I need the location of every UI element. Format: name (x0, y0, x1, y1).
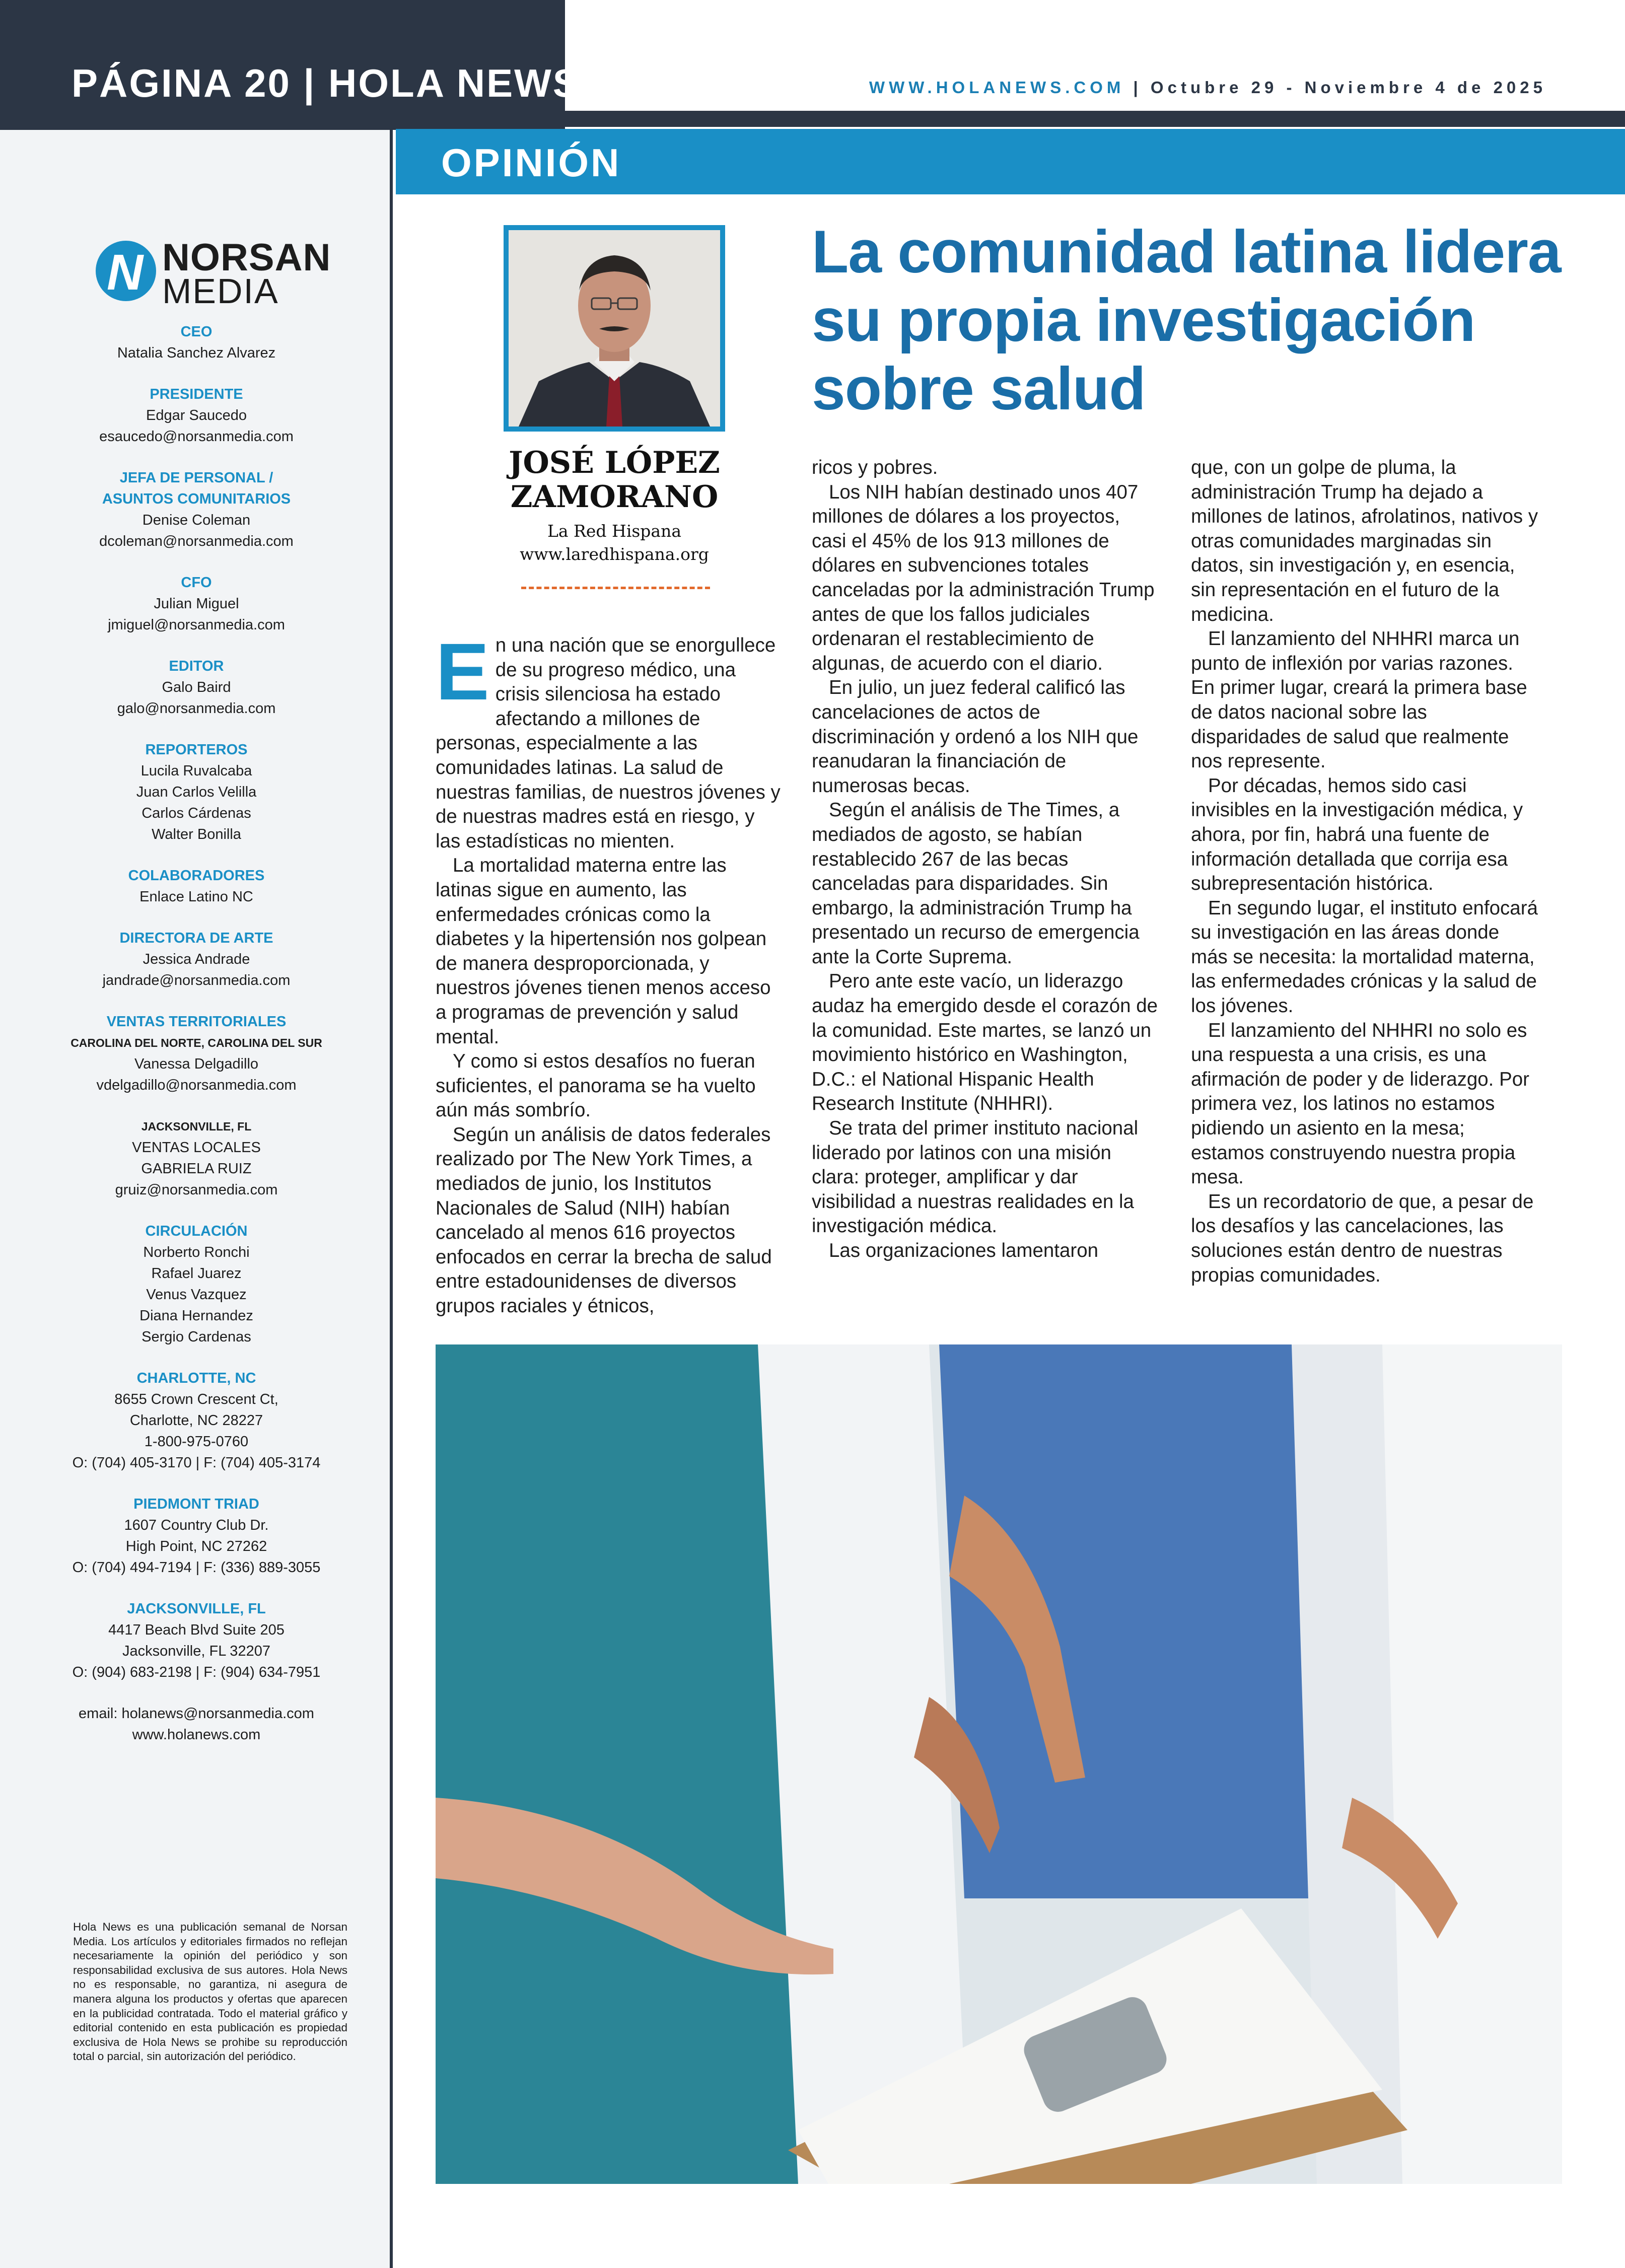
staff-line: O: (904) 683-2198 | F: (904) 634-7951 (72, 1664, 321, 1680)
staff-role: COLABORADORES (128, 868, 265, 884)
staff-role: VENTAS TERRITORIALES (106, 1014, 287, 1030)
staff-line: Julian Miguel (154, 596, 239, 612)
staff-role: CEO (180, 324, 213, 340)
staff-line: 4417 Beach Blvd Suite 205 (108, 1622, 285, 1638)
header-block (0, 0, 581, 130)
site-date-line (869, 78, 1546, 97)
staff-line: Natalia Sanchez Alvarez (117, 345, 276, 361)
staff-line: Norberto Ronchi (143, 1244, 250, 1260)
norsan-media-logo (96, 236, 331, 311)
staff-role: CFO (181, 575, 212, 591)
staff-line: Galo Baird (162, 679, 231, 695)
logo-line1: NORSAN (162, 236, 331, 279)
staff-line: Jacksonville, FL 32207 (122, 1643, 270, 1659)
article-paragraph: En julio, un juez federal calificó las cancelaciones de actos de discriminación y ordenó a los NIH que reanudaran la financiación de numerosas becas. (812, 677, 1139, 797)
masthead-sidebar (0, 130, 393, 2268)
author-portrait-image (509, 230, 720, 427)
staff-region: CAROLINA DEL NORTE, CAROLINA DEL SUR (70, 1036, 322, 1049)
section-bar (396, 129, 1625, 194)
article-paragraph (436, 626, 783, 854)
doctors-clipboard-image (436, 1344, 1562, 2184)
staff-line: Walter Bonilla (152, 826, 241, 842)
staff-line: High Point, NC 27262 (125, 1538, 267, 1554)
article-paragraph: que, con un golpe de pluma, la administración Trump ha dejado a millones de latinos, afrolatinos, nativos y otras comunidades marginadas sin datos, sin investigación y, en esencia, sin representación en el futuro de la medicina. (1191, 457, 1538, 625)
staff-line: Diana Hernandez (139, 1308, 253, 1324)
logo-mark-icon: N (96, 241, 156, 301)
staff-line: Carlos Cárdenas (142, 805, 251, 821)
page-label: PÁGINA 20 | HOLA NEWS (72, 61, 581, 105)
staff-line: O: (704) 405-3170 | F: (704) 405-3174 (72, 1455, 321, 1471)
staff-line: Charlotte, NC 28227 (129, 1412, 263, 1429)
author-name-line2: ZAMORANO (510, 479, 719, 515)
staff-role: DIRECTORA DE ARTE (119, 930, 273, 946)
article-column-2 (812, 456, 1159, 1263)
staff-line: Lucila Ruvalcaba (140, 763, 252, 779)
contact-email[interactable]: email: holanews@norsanmedia.com (79, 1706, 314, 1722)
staff-line: Sergio Cardenas (142, 1329, 251, 1345)
staff-line: Vanessa Delgadillo (134, 1056, 259, 1072)
author-website[interactable]: www.laredhispana.org (520, 544, 709, 564)
drop-cap: E (436, 626, 489, 717)
article-paragraph: Según el análisis de The Times, a mediados de agosto, se habían restablecido 267 de las becas canceladas para disparidades. Sin embargo, la administración Trump ha presentado un recurso de emergencia ante la Corte Suprema. (812, 799, 1140, 968)
staff-line: O: (704) 494-7194 | F: (336) 889-3055 (72, 1560, 321, 1576)
article-column-3 (1191, 456, 1538, 1288)
staff-role: ASUNTOS COMUNITARIOS (102, 491, 291, 507)
article-paragraph: Los NIH habían destinado unos 407 millones de dólares a los proyectos, casi el 45% de los 913 millones de dólares en subvenciones totales canceladas por la administración Trump antes de que los fallos judiciales ordenaran el restablecimiento de algunas, de acuerdo con el diario. (812, 481, 1155, 674)
staff-directory (10, 321, 383, 1745)
staff-line: 1-800-975-0760 (144, 1434, 249, 1450)
staff-role: CHARLOTTE, NC (136, 1370, 256, 1386)
article-photo (436, 1344, 1562, 2184)
staff-role: EDITOR (169, 658, 224, 674)
contact-web[interactable]: www.holanews.com (132, 1727, 261, 1743)
site-url[interactable]: WWW.HOLANEWS.COM (869, 78, 1125, 97)
section-label: OPINIÓN (441, 140, 621, 185)
staff-email[interactable]: dcoleman@norsanmedia.com (99, 533, 294, 549)
logo-line2: MEDIA (162, 271, 279, 311)
article-paragraph: Se trata del primer instituto nacional liderado por latinos con una misión clara: proteger, amplificar y dar visibilidad a nuestras realidades en la investigación médica. (812, 1117, 1139, 1237)
article-paragraph: La mortalidad materna entre las latinas sigue en aumento, las enfermedades crónicas como la diabetes y la hipertensión nos golpean de manera desproporcionada, y nuestros jóvenes tienen menos acceso a programas de prevención y salud mental. (436, 855, 771, 1048)
article-paragraph: El lanzamiento del NHHRI no solo es una respuesta a una crisis, es una afirmación de poder y de liderazgo. Por primera vez, los latinos no estamos pidiendo un asiento en la mesa; estamos construyendo nuestra propia mesa. (1191, 1019, 1529, 1188)
staff-line: Jessica Andrade (143, 951, 250, 967)
staff-role: JEFA DE PERSONAL / (119, 470, 273, 486)
staff-email[interactable]: esaucedo@norsanmedia.com (99, 429, 294, 445)
staff-line: Enlace Latino NC (139, 889, 253, 905)
staff-line: VENTAS LOCALES (132, 1140, 261, 1156)
article-headline: La comunidad latina lidera su propia investigación sobre salud (812, 218, 1561, 422)
staff-role: PIEDMONT TRIAD (133, 1496, 259, 1512)
staff-line: Rafael Juarez (151, 1265, 242, 1282)
author-name (488, 446, 740, 514)
staff-line: Denise Coleman (142, 512, 251, 528)
staff-line: Edgar Saucedo (146, 407, 247, 423)
article-paragraph: Según un análisis de datos federales realizado por The New York Times, a mediados de junio, los Institutos Nacionales de Salud (NIH) habían cancelado al menos 616 proyectos enfocados en cerrar la brecha de salud entre estadounidenses de diversos grupos raciales y étnicos, (436, 1123, 772, 1317)
top-rule (565, 111, 1625, 127)
author-org: La Red Hispana (547, 521, 682, 541)
article-paragraph: Es un recordatorio de que, a pesar de los desafíos y las cancelaciones, las soluciones están dentro de nuestras propias comunidades. (1191, 1190, 1534, 1286)
author-photo (504, 225, 725, 432)
paragraph-text: n una nación que se enorgullece de su progreso médico, una crisis silenciosa ha estado afectando a millones de personas, especialmente a las comunidades latinas. La salud de nuestras familias, de nuestros jóvenes y de nuestras madres está en riesgo, y las estadísticas no mienten. (436, 634, 781, 852)
article-paragraph: Las organizaciones lamentaron (829, 1240, 1099, 1261)
staff-email[interactable]: jmiguel@norsanmedia.com (108, 617, 285, 633)
staff-region: JACKSONVILLE, FL (141, 1120, 252, 1133)
publication-disclaimer: Hola News es una publicación semanal de Norsan Media. Los artículos y editoriales firmados no reflejan necesariamente la opinión del periódico y son responsabilidad exclusiva de sus autores. Hola News no es responsable, no garantiza, ni asegura de manera alguna los productos y ofertas que aparecen en la publicidad contratada. Todo el material gráfico y editorial contenido en esta publicación es propiedad exclusiva de Hola News se prohibe su reproducción total o parcial, sin autorización del periódico. (73, 1921, 347, 2063)
article-paragraph: En segundo lugar, el instituto enfocará su investigación en las áreas donde más se necesita: la mortalidad materna, las enfermedades crónicas y la salud de los jóvenes. (1191, 897, 1538, 1017)
staff-email[interactable]: jandrade@norsanmedia.com (102, 972, 291, 988)
staff-email[interactable]: gruiz@norsanmedia.com (115, 1182, 278, 1198)
article-paragraph: Por décadas, hemos sido casi invisibles en la investigación médica, y ahora, por fin, habrá una fuente de información detallada que corrija esa subrepresentación histórica. (1191, 774, 1523, 895)
author-affiliation (488, 520, 740, 566)
article-paragraph: Y como si estos desafíos no fueran suficientes, el panorama se ha vuelto aún más sombrío. (436, 1050, 756, 1121)
article-paragraph: El lanzamiento del NHHRI marca un punto de inflexión por varias razones. En primer lugar, creará la primera base de datos nacional sobre las disparidades de salud que realmente nos represente. (1191, 628, 1527, 772)
staff-role: REPORTEROS (145, 742, 248, 758)
staff-role: PRESIDENTE (150, 386, 243, 402)
staff-role: JACKSONVILLE, FL (127, 1601, 266, 1617)
article-paragraph: ricos y pobres. (812, 457, 938, 478)
issue-date: | Octubre 29 - Noviembre 4 de 2025 (1124, 78, 1546, 97)
article-column-1 (436, 626, 783, 1319)
staff-role: CIRCULACIÓN (145, 1223, 248, 1239)
staff-email[interactable]: vdelgadillo@norsanmedia.com (96, 1077, 297, 1093)
staff-line: GABRIELA RUIZ (141, 1161, 252, 1177)
author-name-line1: JOSÉ LÓPEZ (509, 445, 720, 480)
staff-line: Juan Carlos Velilla (136, 784, 257, 800)
author-divider (521, 587, 710, 589)
staff-line: 8655 Crown Crescent Ct, (114, 1391, 278, 1407)
staff-line: 1607 Country Club Dr. (124, 1517, 269, 1533)
staff-line: Venus Vazquez (146, 1287, 247, 1303)
article-paragraph: Pero ante este vacío, un liderazgo audaz ha emergido desde el corazón de la comunidad. Este martes, se lanzó un movimiento histórico en Washington, D.C.: el National Hispanic Health Research Institute (NHHRI). (812, 970, 1158, 1115)
staff-email[interactable]: galo@norsanmedia.com (117, 700, 276, 717)
